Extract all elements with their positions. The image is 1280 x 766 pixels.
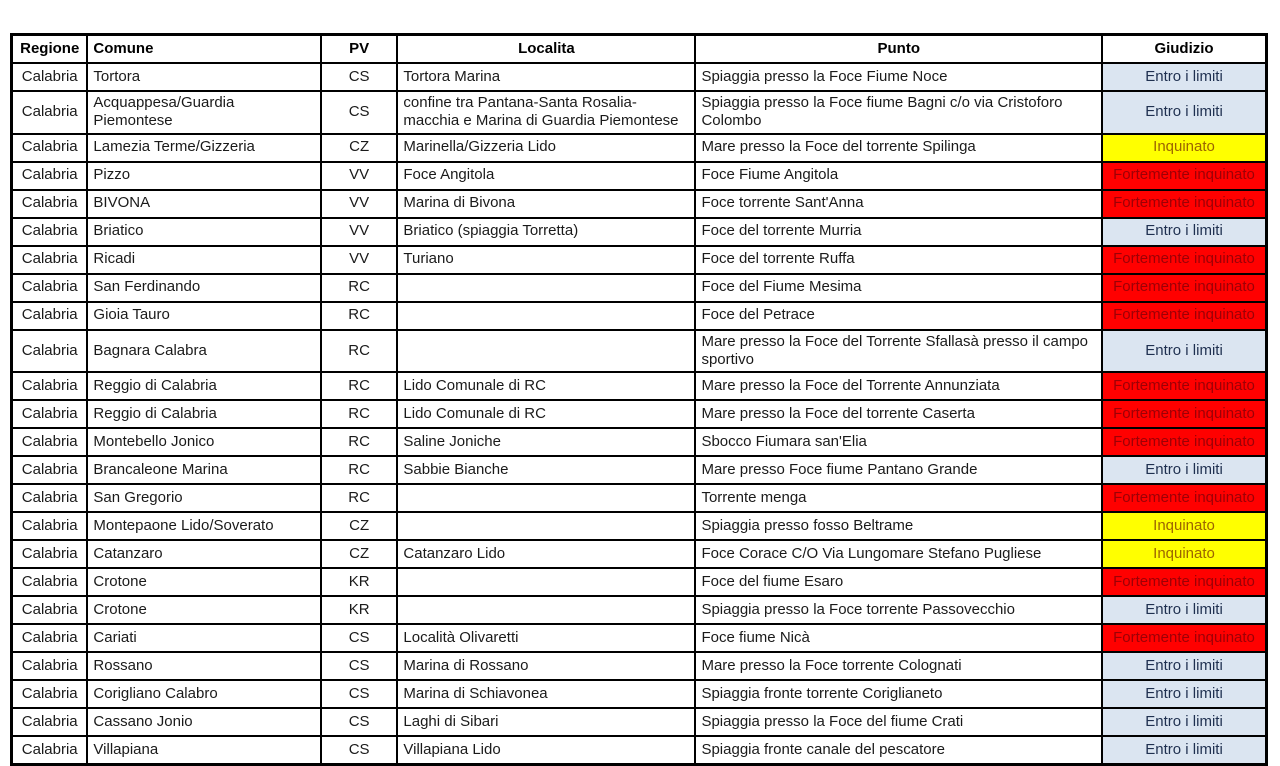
cell-localita (397, 274, 695, 302)
cell-comune: Corigliano Calabro (87, 680, 320, 708)
table-row (12, 246, 1267, 274)
cell-pv: CS (321, 736, 398, 765)
cell-regione: Calabria (12, 91, 88, 134)
cell-pv: RC (321, 428, 398, 456)
table-row (12, 134, 1267, 162)
cell-localita: Lido Comunale di RC (397, 372, 695, 400)
cell-localita: Lido Comunale di RC (397, 400, 695, 428)
status-badge: Fortemente inquinato (1102, 484, 1266, 512)
cell-regione: Calabria (12, 162, 88, 190)
cell-comune: Lamezia Terme/Gizzeria (87, 134, 320, 162)
status-badge: Entro i limiti (1102, 63, 1266, 91)
cell-comune: Montebello Jonico (87, 428, 320, 456)
table-row (12, 568, 1267, 596)
cell-pv: VV (321, 246, 398, 274)
cell-regione: Calabria (12, 512, 88, 540)
cell-regione: Calabria (12, 218, 88, 246)
cell-regione: Calabria (12, 540, 88, 568)
cell-localita: Marina di Rossano (397, 652, 695, 680)
cell-regione: Calabria (12, 330, 88, 373)
cell-punto: Torrente menga (695, 484, 1102, 512)
cell-comune: Tortora (87, 63, 320, 91)
cell-regione: Calabria (12, 596, 88, 624)
table-row (12, 680, 1267, 708)
water-quality-table (10, 33, 1268, 766)
cell-localita: Tortora Marina (397, 63, 695, 91)
column-header-regione: Regione (12, 35, 88, 64)
cell-punto: Spiaggia presso fosso Beltrame (695, 512, 1102, 540)
cell-comune: San Ferdinando (87, 274, 320, 302)
status-badge: Fortemente inquinato (1102, 400, 1266, 428)
status-badge: Inquinato (1102, 134, 1266, 162)
status-badge: Fortemente inquinato (1102, 428, 1266, 456)
cell-localita (397, 512, 695, 540)
cell-pv: CS (321, 91, 398, 134)
cell-pv: CZ (321, 134, 398, 162)
table-row (12, 512, 1267, 540)
cell-regione: Calabria (12, 624, 88, 652)
status-badge: Fortemente inquinato (1102, 624, 1266, 652)
cell-localita: Saline Joniche (397, 428, 695, 456)
cell-punto: Mare presso la Foce del Torrente Annunziata (695, 372, 1102, 400)
cell-comune: Cariati (87, 624, 320, 652)
cell-localita: Turiano (397, 246, 695, 274)
status-badge: Fortemente inquinato (1102, 246, 1266, 274)
cell-comune: Cassano Jonio (87, 708, 320, 736)
cell-localita: Località Olivaretti (397, 624, 695, 652)
cell-localita (397, 596, 695, 624)
status-badge: Entro i limiti (1102, 218, 1266, 246)
status-badge: Entro i limiti (1102, 708, 1266, 736)
cell-localita (397, 302, 695, 330)
table-row (12, 63, 1267, 91)
cell-comune: Rossano (87, 652, 320, 680)
table-row (12, 274, 1267, 302)
cell-comune: San Gregorio (87, 484, 320, 512)
status-badge: Entro i limiti (1102, 91, 1266, 134)
cell-comune: Villapiana (87, 736, 320, 765)
cell-punto: Foce del Fiume Mesima (695, 274, 1102, 302)
cell-regione: Calabria (12, 736, 88, 765)
cell-regione: Calabria (12, 246, 88, 274)
cell-pv: KR (321, 596, 398, 624)
cell-pv: CS (321, 680, 398, 708)
cell-regione: Calabria (12, 428, 88, 456)
cell-pv: CS (321, 63, 398, 91)
cell-pv: CS (321, 652, 398, 680)
cell-punto: Mare presso la Foce del torrente Caserta (695, 400, 1102, 428)
cell-punto: Spiaggia fronte canale del pescatore (695, 736, 1102, 765)
cell-comune: Bagnara Calabra (87, 330, 320, 373)
status-badge: Entro i limiti (1102, 680, 1266, 708)
cell-regione: Calabria (12, 400, 88, 428)
cell-localita (397, 568, 695, 596)
column-header-giudizio: Giudizio (1102, 35, 1266, 64)
status-badge: Entro i limiti (1102, 596, 1266, 624)
table-row (12, 330, 1267, 373)
cell-pv: RC (321, 302, 398, 330)
cell-localita: Foce Angitola (397, 162, 695, 190)
spreadsheet-table-container (10, 33, 1268, 766)
cell-regione: Calabria (12, 652, 88, 680)
cell-pv: CS (321, 624, 398, 652)
cell-localita: Villapiana Lido (397, 736, 695, 765)
cell-pv: RC (321, 484, 398, 512)
table-row (12, 372, 1267, 400)
cell-regione: Calabria (12, 302, 88, 330)
cell-punto: Foce del torrente Ruffa (695, 246, 1102, 274)
table-row (12, 596, 1267, 624)
status-badge: Fortemente inquinato (1102, 162, 1266, 190)
cell-punto: Spiaggia presso la Foce fiume Bagni c/o via Cristoforo Colombo (695, 91, 1102, 134)
cell-punto: Foce del Petrace (695, 302, 1102, 330)
table-body (12, 63, 1267, 765)
column-header-comune: Comune (87, 35, 320, 64)
table-header (12, 35, 1267, 64)
cell-regione: Calabria (12, 274, 88, 302)
cell-punto: Spiaggia presso la Foce torrente Passovecchio (695, 596, 1102, 624)
status-badge: Fortemente inquinato (1102, 302, 1266, 330)
cell-comune: Brancaleone Marina (87, 456, 320, 484)
cell-pv: CZ (321, 512, 398, 540)
cell-comune: Montepaone Lido/Soverato (87, 512, 320, 540)
cell-comune: BIVONA (87, 190, 320, 218)
cell-localita: confine tra Pantana-Santa Rosalia-macchia e Marina di Guardia Piemontese (397, 91, 695, 134)
cell-punto: Foce del fiume Esaro (695, 568, 1102, 596)
cell-punto: Mare presso la Foce torrente Colognati (695, 652, 1102, 680)
cell-comune: Ricadi (87, 246, 320, 274)
cell-pv: RC (321, 372, 398, 400)
status-badge: Entro i limiti (1102, 330, 1266, 373)
cell-punto: Foce del torrente Murria (695, 218, 1102, 246)
table-row (12, 190, 1267, 218)
table-row (12, 400, 1267, 428)
table-row (12, 428, 1267, 456)
cell-localita: Marina di Schiavonea (397, 680, 695, 708)
status-badge: Fortemente inquinato (1102, 274, 1266, 302)
cell-punto: Foce Fiume Angitola (695, 162, 1102, 190)
table-row (12, 540, 1267, 568)
table-row (12, 736, 1267, 765)
cell-pv: VV (321, 162, 398, 190)
cell-punto: Spiaggia presso la Foce Fiume Noce (695, 63, 1102, 91)
cell-comune: Reggio di Calabria (87, 372, 320, 400)
cell-localita: Laghi di Sibari (397, 708, 695, 736)
cell-comune: Crotone (87, 568, 320, 596)
table-row (12, 708, 1267, 736)
cell-regione: Calabria (12, 708, 88, 736)
cell-regione: Calabria (12, 680, 88, 708)
cell-punto: Mare presso la Foce del torrente Spilinga (695, 134, 1102, 162)
status-badge: Entro i limiti (1102, 456, 1266, 484)
cell-localita (397, 330, 695, 373)
cell-punto: Sbocco Fiumara san'Elia (695, 428, 1102, 456)
status-badge: Fortemente inquinato (1102, 372, 1266, 400)
cell-regione: Calabria (12, 372, 88, 400)
cell-punto: Foce torrente Sant'Anna (695, 190, 1102, 218)
cell-comune: Briatico (87, 218, 320, 246)
column-header-localita: Localita (397, 35, 695, 64)
cell-localita: Marinella/Gizzeria Lido (397, 134, 695, 162)
cell-punto: Mare presso Foce fiume Pantano Grande (695, 456, 1102, 484)
cell-pv: VV (321, 218, 398, 246)
table-row (12, 302, 1267, 330)
column-header-punto: Punto (695, 35, 1102, 64)
cell-pv: RC (321, 330, 398, 373)
cell-pv: CZ (321, 540, 398, 568)
status-badge: Fortemente inquinato (1102, 190, 1266, 218)
cell-regione: Calabria (12, 63, 88, 91)
cell-regione: Calabria (12, 456, 88, 484)
cell-regione: Calabria (12, 134, 88, 162)
cell-localita (397, 484, 695, 512)
cell-localita: Catanzaro Lido (397, 540, 695, 568)
cell-localita: Sabbie Bianche (397, 456, 695, 484)
cell-comune: Pizzo (87, 162, 320, 190)
table-row (12, 162, 1267, 190)
status-badge: Inquinato (1102, 540, 1266, 568)
cell-comune: Acquappesa/Guardia Piemontese (87, 91, 320, 134)
cell-pv: RC (321, 400, 398, 428)
cell-regione: Calabria (12, 568, 88, 596)
cell-localita: Marina di Bivona (397, 190, 695, 218)
cell-comune: Reggio di Calabria (87, 400, 320, 428)
cell-pv: CS (321, 708, 398, 736)
cell-punto: Mare presso la Foce del Torrente Sfallasà presso il campo sportivo (695, 330, 1102, 373)
cell-pv: KR (321, 568, 398, 596)
status-badge: Entro i limiti (1102, 736, 1266, 765)
table-row (12, 624, 1267, 652)
table-row (12, 218, 1267, 246)
cell-comune: Crotone (87, 596, 320, 624)
cell-punto: Foce fiume Nicà (695, 624, 1102, 652)
cell-comune: Catanzaro (87, 540, 320, 568)
cell-pv: VV (321, 190, 398, 218)
cell-punto: Spiaggia fronte torrente Coriglianeto (695, 680, 1102, 708)
status-badge: Fortemente inquinato (1102, 568, 1266, 596)
table-row (12, 456, 1267, 484)
status-badge: Entro i limiti (1102, 652, 1266, 680)
cell-pv: RC (321, 456, 398, 484)
table-row (12, 652, 1267, 680)
cell-punto: Foce Corace C/O Via Lungomare Stefano Pugliese (695, 540, 1102, 568)
cell-localita: Briatico (spiaggia Torretta) (397, 218, 695, 246)
cell-regione: Calabria (12, 484, 88, 512)
status-badge: Inquinato (1102, 512, 1266, 540)
header-row (12, 35, 1267, 64)
cell-punto: Spiaggia presso la Foce del fiume Crati (695, 708, 1102, 736)
cell-pv: RC (321, 274, 398, 302)
table-row (12, 91, 1267, 134)
column-header-pv: PV (321, 35, 398, 64)
cell-comune: Gioia Tauro (87, 302, 320, 330)
cell-regione: Calabria (12, 190, 88, 218)
table-row (12, 484, 1267, 512)
